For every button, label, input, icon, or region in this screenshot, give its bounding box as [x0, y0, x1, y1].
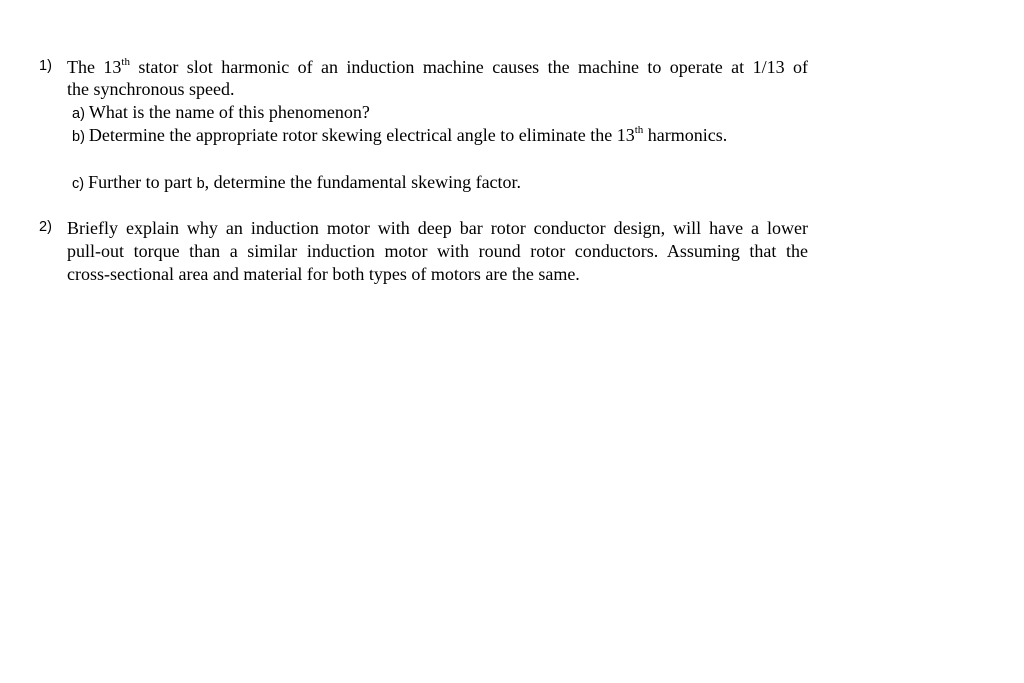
part-reference: b: [196, 176, 205, 192]
part-c: [72, 171, 521, 195]
superscript: th: [121, 56, 130, 68]
part-text-pre: Determine the appropriate rotor skewing electrical angle to eliminate the 13: [88, 125, 635, 145]
superscript: th: [634, 124, 644, 136]
question-1-line-2: the synchronous speed.: [67, 79, 235, 99]
part-text: [89, 125, 727, 145]
question-number: 2): [39, 219, 52, 235]
part-label: b): [72, 129, 85, 145]
part-label: a): [72, 106, 85, 122]
part-text-post: , determine the fundamental skewing factor.: [204, 172, 522, 192]
question-text: stator slot harmonic of an induction machine causes the machine to operate at 1/13 of: [129, 57, 808, 77]
question-2-line-1: Briefly explain why an induction motor with deep bar rotor conductor design, will have a lower: [67, 218, 808, 238]
question-1-line-1: [67, 56, 808, 78]
part-text-pre: Further to part: [88, 172, 193, 192]
part-text-post: harmonics.: [643, 125, 728, 145]
part-a: [72, 101, 370, 125]
part-label: c): [72, 176, 85, 192]
question-2-line-3: cross-sectional area and material for both types of motors are the same.: [67, 264, 580, 284]
question-number: 1): [39, 58, 52, 74]
question-text: The 13: [67, 57, 122, 77]
part-b: [72, 124, 727, 148]
part-text: [88, 172, 521, 192]
question-2-line-2: pull-out torque than a similar induction motor with round rotor conductors. Assuming that the: [67, 241, 808, 261]
part-text: What is the name of this phenomenon?: [88, 102, 370, 122]
